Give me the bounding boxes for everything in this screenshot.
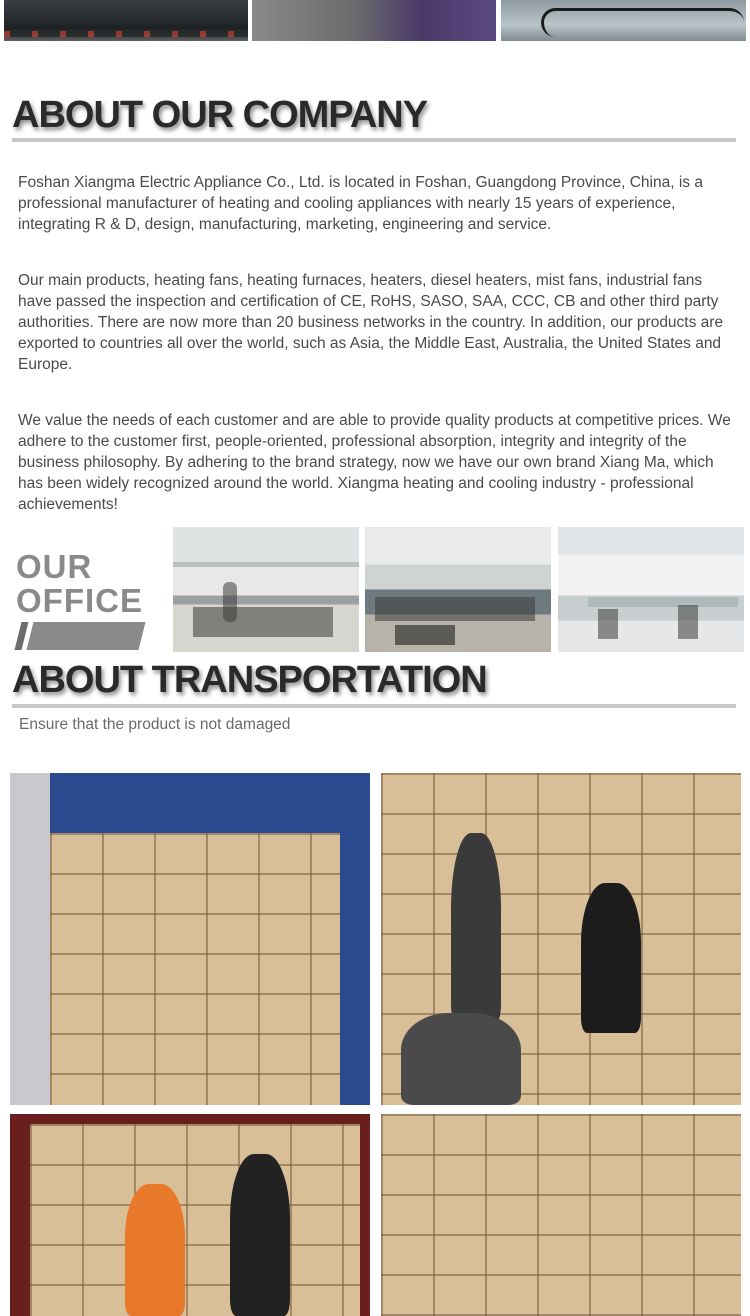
office-photo-3	[558, 527, 744, 652]
transport-divider	[12, 704, 736, 708]
company-divider	[12, 138, 736, 142]
company-heading: ABOUT OUR COMPANY	[12, 94, 428, 136]
transport-photo-workers-loading	[381, 773, 741, 1105]
top-product-photo-3	[501, 0, 746, 41]
office-label-line2: OFFICE	[16, 582, 143, 619]
company-paragraph-1: Foshan Xiangma Electric Appliance Co., Ltd. is located in Foshan, Guangdong Province, China, is a professional manufacturer of heating and cooling appliances with nearly 15 years of experience, integrating R & D, design, manufacturing, marketing, engineering and service.	[18, 174, 703, 233]
transport-heading: ABOUT TRANSPORTATION	[12, 659, 487, 701]
company-paragraph-2: Our main products, heating fans, heating furnaces, heaters, diesel heaters, mist fans, industrial fans have passed the inspection and certification of CE, RoHS, SASO, SAA, CCC, CB and other third party authorities. There are now more than 20 business networks in the country. In addition, our products are exported to countries all over the world, such as Asia, the Middle East, Australia, the United States and Europe.	[18, 272, 724, 373]
office-label-line1: OUR	[16, 548, 93, 585]
office-photo-2	[365, 527, 551, 652]
transport-subtitle: Ensure that the product is not damaged	[19, 716, 291, 733]
office-photo-1	[173, 527, 359, 652]
transport-photo-boxes-closeup	[381, 1114, 741, 1316]
transport-photo-container-loaded	[10, 773, 370, 1105]
top-product-photo-2	[252, 0, 496, 41]
office-decor-bar	[27, 622, 146, 650]
transport-photo-workers-stacking	[10, 1114, 370, 1316]
company-paragraph-3: We value the needs of each customer and are able to provide quality products at competitive prices. We adhere to the customer first, people-oriented, professional absorption, integrity and integrity of the business philosophy. By adhering to the brand strategy, now we have our own brand Xiang Ma, which has been widely recognized around the world. Xiangma heating and cooling industry - professional achievements!	[18, 412, 731, 513]
top-product-photo-1	[4, 0, 248, 41]
